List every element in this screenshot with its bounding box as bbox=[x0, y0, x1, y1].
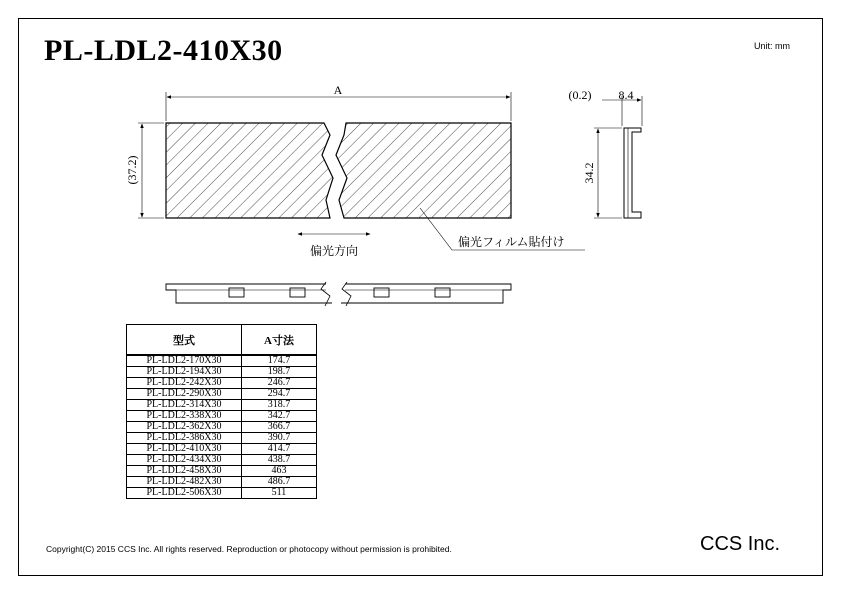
panel-left-part bbox=[166, 123, 333, 218]
bottom-break-right bbox=[342, 282, 351, 306]
bottom-break-left bbox=[321, 282, 330, 306]
table-header-row bbox=[127, 325, 317, 356]
panel-right-part bbox=[336, 123, 511, 218]
table-row bbox=[127, 355, 317, 367]
table-row bbox=[127, 466, 317, 477]
copyright-notice: Copyright(C) 2015 CCS Inc. All rights reserved. Reproduction or photocopy without permission is prohibited. bbox=[46, 544, 452, 554]
table-row bbox=[127, 378, 317, 389]
polarization-direction-label: 偏光方向 bbox=[309, 244, 359, 258]
spec-table bbox=[126, 324, 317, 499]
model-cell: PL-LDL2-482X30 bbox=[127, 477, 242, 488]
model-cell: PL-LDL2-242X30 bbox=[127, 378, 242, 389]
dim-side-height-label: 34.2 bbox=[582, 162, 596, 184]
dim-height-label: (37.2) bbox=[125, 155, 139, 185]
dimension-a-cell: 511 bbox=[242, 488, 317, 499]
table-row bbox=[127, 411, 317, 422]
dimension-a-cell: 438.7 bbox=[242, 455, 317, 466]
table-row bbox=[127, 389, 317, 400]
slot bbox=[435, 288, 450, 297]
table-row bbox=[127, 367, 317, 378]
dimension-a-cell: 174.7 bbox=[242, 355, 317, 367]
side-profile bbox=[624, 128, 641, 218]
model-cell: PL-LDL2-170X30 bbox=[127, 355, 242, 367]
unit-label: Unit: mm bbox=[754, 41, 790, 51]
model-cell: PL-LDL2-290X30 bbox=[127, 389, 242, 400]
dimension-a-cell: 246.7 bbox=[242, 378, 317, 389]
table-row bbox=[127, 433, 317, 444]
dim-a-label: A bbox=[333, 83, 343, 97]
table-body bbox=[127, 355, 317, 499]
slot bbox=[374, 288, 389, 297]
table-row bbox=[127, 455, 317, 466]
header-model: 型式 bbox=[127, 325, 242, 356]
slot bbox=[229, 288, 244, 297]
table-row bbox=[127, 444, 317, 455]
model-cell: PL-LDL2-458X30 bbox=[127, 466, 242, 477]
dimension-a-cell: 342.7 bbox=[242, 411, 317, 422]
dimension-a-cell: 198.7 bbox=[242, 367, 317, 378]
header-dimension-a: A寸法 bbox=[242, 325, 317, 356]
model-cell: PL-LDL2-362X30 bbox=[127, 422, 242, 433]
model-cell: PL-LDL2-338X30 bbox=[127, 411, 242, 422]
bottom-left-part bbox=[166, 284, 332, 303]
table-row bbox=[127, 400, 317, 411]
model-cell: PL-LDL2-410X30 bbox=[127, 444, 242, 455]
document-title: PL-LDL2-410X30 bbox=[44, 34, 283, 67]
model-cell: PL-LDL2-506X30 bbox=[127, 488, 242, 499]
model-cell: PL-LDL2-386X30 bbox=[127, 433, 242, 444]
table-row bbox=[127, 488, 317, 499]
polarizing-film-label: 偏光フィルム貼付け bbox=[458, 235, 565, 249]
slot bbox=[290, 288, 305, 297]
company-name: CCS Inc. bbox=[700, 533, 781, 555]
dimension-a-cell: 366.7 bbox=[242, 422, 317, 433]
dim-depth-label: 8.4 bbox=[618, 88, 634, 102]
dim-gap-label: (0.2) bbox=[568, 88, 592, 102]
table-row bbox=[127, 477, 317, 488]
side-view bbox=[594, 96, 642, 218]
front-view bbox=[138, 92, 585, 250]
bottom-right-part bbox=[341, 284, 511, 303]
model-cell: PL-LDL2-194X30 bbox=[127, 367, 242, 378]
dimension-a-cell: 486.7 bbox=[242, 477, 317, 488]
dimension-a-cell: 414.7 bbox=[242, 444, 317, 455]
dimension-a-cell: 463 bbox=[242, 466, 317, 477]
dimension-a-cell: 294.7 bbox=[242, 389, 317, 400]
table-row bbox=[127, 422, 317, 433]
model-cell: PL-LDL2-434X30 bbox=[127, 455, 242, 466]
dimension-a-cell: 318.7 bbox=[242, 400, 317, 411]
bottom-view bbox=[166, 282, 511, 306]
dimension-a-cell: 390.7 bbox=[242, 433, 317, 444]
model-cell: PL-LDL2-314X30 bbox=[127, 400, 242, 411]
